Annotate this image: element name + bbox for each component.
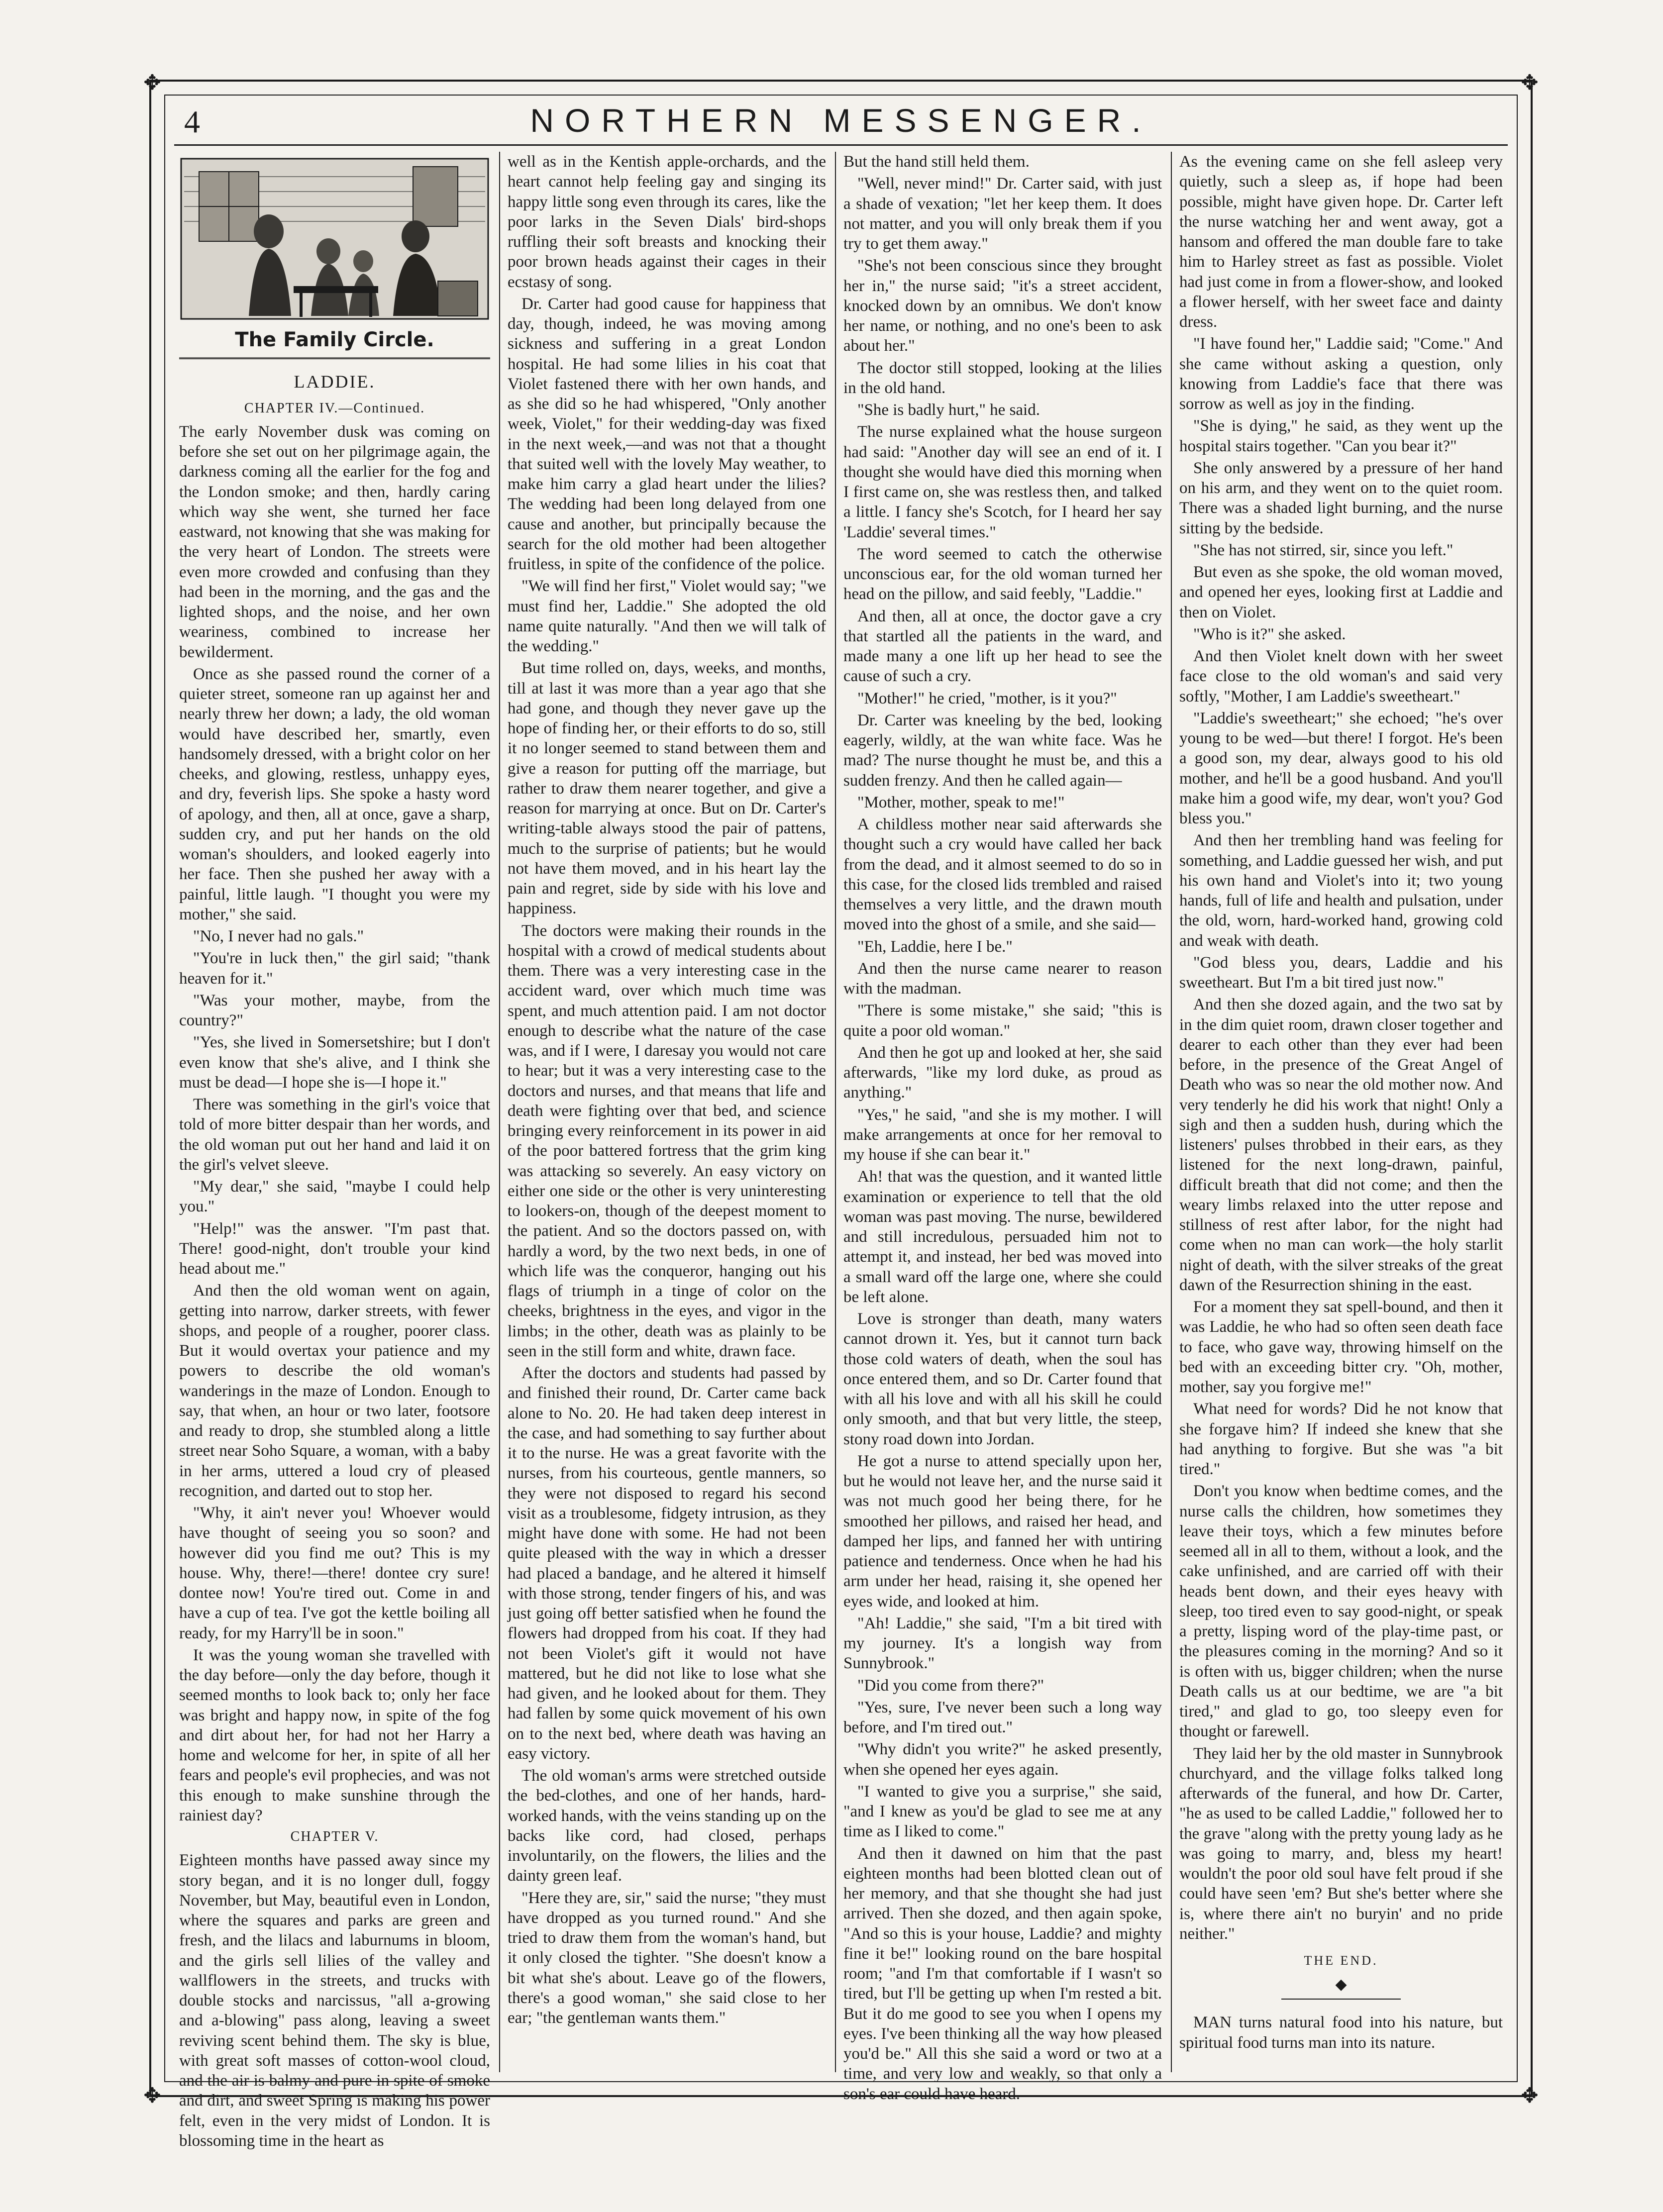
paragraph: There was something in the girl's voice that told of more bitter despair than her words, and the old woman put out her hand and laid it on the girl's velvet sleeve. bbox=[179, 1096, 490, 1174]
epigram: MAN turns natural food into his nature, but spiritual food turns man into its nature. bbox=[1179, 2013, 1503, 2052]
paragraph: "She has not stirred, sir, since you left." bbox=[1193, 541, 1454, 559]
paragraph: And then the old woman went on again, getting into narrow, darker streets, with fewer shops, and people of a rougher, poorer class. But it would overtax your patience and my powers to describe the old woman's wanderings in the maze of London. Enough to say, that when, an hour or two later, footsore and ready to drop, she stumbled along a little street near Soho Square, a woman, with a baby in her arms, uttered a loud cry of pleased recognition, and darted out to stop her. bbox=[179, 1282, 490, 1500]
paragraph: Once as she passed round the corner of a quieter street, someone ran up against her and nearly threw her down; a lady, the old woman would have described her, smartly, even handsomely dressed, with a bright color on her cheeks, and glowing, restless, unhappy eyes, and dry, feverish lips. She spoke a hasty word of apology, and then, all at once, gave a sharp, sudden cry, and put her hands on the old woman's shoulders, and looked eagerly into her face. Then she pushed her away with a painful, little laugh. "I thought you were my mother," she said. bbox=[179, 665, 490, 923]
paragraph: "My dear," she said, "maybe I could help you." bbox=[179, 1178, 490, 1216]
corner-ornament-icon: ✥ bbox=[1521, 70, 1539, 95]
masthead bbox=[174, 100, 1508, 146]
paragraph: But the hand still held them. bbox=[843, 153, 1030, 171]
paragraph: The doctor still stopped, looking at the lilies in the old hand. bbox=[843, 359, 1162, 397]
paragraph: "Yes, she lived in Somersetshire; but I don't even know that she's alive, and I think she must be dead—I hope she is—I hope it." bbox=[179, 1033, 490, 1092]
paragraph: The word seemed to catch the otherwise unconscious ear, for the old woman turned her head on the pillow, and said feebly, "Laddie." bbox=[843, 545, 1162, 603]
paragraph: It was the young woman she travelled with the day before—only the day before, though it seemed months to look back to; only her face was bright and happy now, in spite of the fog and dirt about her, for had not her Harry a home and welcome for her, in spite of all her fears and people's evil prophecies, and was not this enough to make sunshine through the rainiest day? bbox=[179, 1646, 490, 1824]
column-divider bbox=[835, 152, 836, 2072]
paragraph: "Help!" was the answer. "I'm past that. There! good-night, don't trouble your kind head about me." bbox=[179, 1219, 490, 1278]
paragraph: She only answered by a pressure of her hand on his arm, and they went on to the quiet room. There was a shaded light burning, and the nurse sitting by the bedside. bbox=[1179, 459, 1503, 537]
paragraph: And then it dawned on him that the past eighteen months had been blotted clean out of her memory, and that she thought she had just arrived. Then she dozed, and then again spoke, "And so this is your house, Laddie? and mighty fine it be!" looking round on the bare hospital room; "and I'm that comfortable if I wasn't so tired, but I'll be getting up when I'm rested a bit. But it do me good to see you when I opens my eyes. I've been thinking all the way how pleased you'd be." All this she said a word or two at a time, and very low and weakly, so that only a son's ear could have heard. bbox=[843, 1844, 1162, 2103]
paragraph: And then, all at once, the doctor gave a cry that startled all the patients in the ward, and made many a one lift up her head to see the cause of such a cry. bbox=[843, 607, 1162, 686]
paragraph: They laid her by the old master in Sunnybrook churchyard, and the village folks talked long afterwards of the funeral, and how Dr. Carter, "he as used to be called Laddie," followed her to the grave "along with the pretty young lady as he was going to marry, and, bless my heart! wouldn't the poor old soul have felt proud if she could have seen 'em? But she's better where she is, where there ain't no buryin' and no pride neither." bbox=[1179, 1744, 1503, 1943]
short-rule bbox=[1281, 1999, 1401, 2000]
divider-ornament-icon: ◆ bbox=[1335, 1976, 1347, 1993]
paragraph: "Laddie's sweetheart;" she echoed; "he's over young to be wed—but there! I forgot. He's been a good son, my dear, always good to his old mother, and he'll be a good husband. And you'll make him a good wife, my dear, won't you? God bless you." bbox=[1179, 709, 1503, 827]
paragraph: The early November dusk was coming on before she set out on her pilgrimage again, the darkness coming all the earlier for the fog and the London smoke; and then, hardly caring which way she went, she turned her face eastward, not knowing that she was making for the very heart of London. The streets were even more crowded and confusing than they had been in the morning, and the gas and the lighted shops, and the noise, and her own weariness, combined to increase her bewilderment. bbox=[179, 422, 490, 661]
paragraph: "She is dying," he said, as they went up the hospital stairs together. "Can you bear it?" bbox=[1179, 417, 1503, 455]
paragraph: "Was your mother, maybe, from the country?" bbox=[179, 991, 490, 1030]
paragraph: "We will find her first," Violet would say; "we must find her, Laddie." She adopted the old name quite naturally. "And then we will talk of the wedding." bbox=[508, 577, 826, 655]
corner-ornament-icon: ✥ bbox=[143, 2083, 161, 2108]
end-mark: THE END. bbox=[1304, 1953, 1378, 1968]
paragraph: "I wanted to give you a surprise," she said, "and I knew as you'd be glad to see me at any time as I liked to come." bbox=[843, 1782, 1162, 1841]
corner-ornament-icon: ✥ bbox=[1521, 2083, 1539, 2108]
paragraph: But even as she spoke, the old woman moved, and opened her eyes, looking first at Laddie and then on Violet. bbox=[1179, 563, 1503, 621]
paragraph: Don't you know when bedtime comes, and the nurse calls the children, how sometimes they leave their toys, which a few minutes before seemed all in all to them, without a look, and the cake unfinished, and are carried off with their heads bent down, and their eyes heavy with sleep, too tired even to say good-night, or speak a pretty, lisping word of the play-time past, or the pleasures coming in the morning? And so it is often with us, bigger children; when the nurse Death calls us at our bedtime, we are "a bit tired," and glad to go, too sleepy even for thought or farewell. bbox=[1179, 1482, 1503, 1741]
paragraph: A childless mother near said afterwards she thought such a cry would have called her back from the dead, and it almost seemed to do so in this case, for the closed lids trembled and raised themselves a very little, and the drawn mouth moved into the ghost of a smile, and she said— bbox=[843, 815, 1162, 934]
paragraph: And then her trembling hand was feeling for something, and Laddie guessed her wish, and put his own hand and Violet's into it; two young hands, full of life and health and pulsation, under the old, worn, hard-worked hand, growing cold and weak with death. bbox=[1179, 831, 1503, 950]
paragraph: And then Violet knelt down with her sweet face close to the old woman's and said very softly, "Mother, I am Laddie's sweetheart." bbox=[1179, 647, 1503, 705]
paragraph: "She's not been conscious since they brought her in," the nurse said; "it's a street accident, knocked down by an omnibus. We don't know her name, or nothing, and no one's been to ask about her." bbox=[843, 257, 1162, 355]
paragraph: well as in the Kentish apple-orchards, and the heart cannot help feeling gay and singing its happy little song even through its cares, like the poor larks in the Seven Dials' bird-shops ruffling their soft breasts and knocking their poor brown heads against their cages in their ecstasy of song. bbox=[508, 153, 826, 291]
column-1 bbox=[179, 152, 490, 2150]
paragraph: "I have found her," Laddie said; "Come." And she came without asking a question, only knowing from Laddie's face that there was sorrow as well as joy in the finding. bbox=[1179, 335, 1503, 413]
paragraph: "Eh, Laddie, here I be." bbox=[857, 937, 1013, 956]
section-title: The Family Circle. bbox=[235, 328, 434, 351]
paragraph: After the doctors and students had passed by and finished their round, Dr. Carter came back alone to No. 20. He had taken deep interest in the case, and had something to say further about it to the nurse. He was a great favorite with the nurses, from his courteous, gentle manners, so they were not disposed to regard his second visit as a troublesome, fidgety intrusion, as they might have done with some. He had not been quite pleased with the way in which a dresser had placed a bandage, and he altered it himself with those strong, tender fingers of his, and was just going off better satisfied when he found the flowers had dropped from his coat. If they had not been Violet's gift it would not have mattered, but he did not like to lose what she had given, and he looked about for them. They had fallen by some quick movement of his own on to the next bed, where death was having an easy victory. bbox=[508, 1364, 826, 1763]
paragraph: Eighteen months have passed away since my story began, and it is no longer dull, foggy November, but May, beautiful even in London, where the squares and parks are green and fresh, and the lilacs and laburnums in bloom, and the girls sell lilies of the valley and wallflowers in the streets, and trucks with double stocks and narcissus, "all a-growing and a-blowing" pass along, leaving a sweet reviving scent behind them. The sky is blue, with great soft masses of cotton-wool cloud, and the air is balmy and pure in spite of smoke and dirt, and sweet Spring is making his power felt, even in the very midst of London. It is blossoming time in the heart as bbox=[179, 1851, 490, 2150]
paragraph: "Mother, mother, speak to me!" bbox=[857, 793, 1065, 811]
paragraph: "God bless you, dears, Laddie and his sweetheart. But I'm a bit tired just now." bbox=[1179, 953, 1503, 992]
paragraph: "Why, it ain't never you! Whoever would have thought of seeing you so soon? and however did you find me out? This is my house. Why, there!—there! dontee cry sure! dontee now! You're tired out. Come in and have a cup of tea. I've got the kettle boiling all ready, for my Harry'll be in soon." bbox=[179, 1504, 490, 1642]
section-rule bbox=[179, 357, 490, 359]
column-divider bbox=[1171, 152, 1172, 2072]
paragraph: Dr. Carter was kneeling by the bed, looking eagerly, wildly, at the wan white face. Was he mad? The nurse thought he must be, and this a sudden frenzy. And then he called again— bbox=[843, 711, 1162, 790]
paragraph: "Ah! Laddie," she said, "I'm a bit tired with my journey. It's a longish way from Sunnybrook." bbox=[843, 1614, 1162, 1673]
paragraph: And then he got up and looked at her, she said afterwards, "like my lord duke, as proud as anything." bbox=[843, 1043, 1162, 1102]
corner-ornament-icon: ✥ bbox=[143, 70, 161, 95]
masthead-title: NORTHERN MESSENGER. bbox=[530, 102, 1152, 139]
page-number: 4 bbox=[184, 104, 200, 139]
chapter-heading: CHAPTER V. bbox=[290, 1829, 379, 1845]
paragraph: The old woman's arms were stretched outside the bed-clothes, and one of her hands, hard-worked hands, with the veins standing up on the backs like cord, had closed, perhaps involuntarily, on the flowers, the lilies and the dainty green leaf. bbox=[508, 1767, 826, 1885]
paragraph: Ah! that was the question, and it wanted little examination or experience to tell that the old woman was past moving. The nurse, bewildered and still incredulous, persuaded him not to attempt it, and instead, her bed was moved into a small ward off the large one, where she could be left alone. bbox=[843, 1168, 1162, 1306]
paragraph: "Who is it?" she asked. bbox=[1193, 625, 1346, 643]
paragraph: "Yes, sure, I've never been such a long way before, and I'm tired out." bbox=[843, 1698, 1162, 1736]
paragraph: The doctors were making their rounds in the hospital with a crowd of medical students about them. There was a very interesting case in the accident ward, over which much time was spent, and much attention paid. I am not doctor enough to describe what the nature of the case was, and if I were, I daresay you would not care to hear; but it was a very interesting case to the doctors and nurses, and that means that life and death were fighting over that bed, and science bringing every reinforcement in its power in aid of the poor battered fortress that the grim king was attacking so severely. An easy victory on either one side or the other is very uninteresting to lookers-on, though of the deepest moment to the patient. And so the doctors passed on, with hardly a word, by the two next beds, in one of which life was the conqueror, hanging out his flags of triumph in a tinge of color on the cheeks, brightness in the eyes, and vigor in the limbs; in the other, death was as plainly to be seen in the still form and white, drawn face. bbox=[508, 921, 826, 1360]
paragraph: "Here they are, sir," said the nurse; "they must have dropped as you turned round." And she tried to draw them from the woman's hand, but it only closed the tighter. "She doesn't know a bit what she's about. Leave go of the flowers, there's a good woman," she said close to her ear; "the gentleman wants them." bbox=[508, 1889, 826, 2027]
paragraph: But time rolled on, days, weeks, and months, till at last it was more than a year ago that she had gone, and though they never gave up the hope of finding her, or their efforts to do so, still it no longer seemed to stand between them and give a reason for putting off the marriage, but rather to draw them nearer together, and give a reason for marrying at once. But on Dr. Carter's writing-table always stood the pair of pattens, much to the surprise of patients; but he would not have them moved, and in his heart lay the pain and regret, side by side with his love and happiness. bbox=[508, 659, 826, 918]
column-4 bbox=[1179, 152, 1503, 2077]
paragraph: "No, I never had no gals." bbox=[193, 927, 364, 946]
paragraph: "Why didn't you write?" he asked presently, when she opened her eyes again. bbox=[843, 1740, 1162, 1779]
paragraph: And then she dozed again, and the two sat by in the dim quiet room, drawn closer together and dearer to each other than they ever had been before, in the presence of the Great Angel of Death who was so near the old mother now. And very tenderly he did his work that night! Only a sigh and then a sudden hush, during which the listeners' pulses throbbed in their ears, as they listened for the next long-drawn, painful, difficult breath that did not come; and then the weary limbs relaxed into the utter repose and stillness of rest after labor, for the night had come when no man can work—the holy starlit night of death, with the silver streaks of the great dawn of the Resurrection shining in the east. bbox=[1179, 996, 1503, 1294]
paragraph: "Well, never mind!" Dr. Carter said, with just a shade of vexation; "let her keep them. It does not matter, and you will only break them if you try to get them away." bbox=[843, 175, 1162, 253]
chapter-heading: CHAPTER IV.—Continued. bbox=[244, 400, 425, 416]
paragraph: "Yes," he said, "and she is my mother. I will make arrangements at once for her removal to my house if she can bear it." bbox=[843, 1106, 1162, 1164]
paragraph: As the evening came on she fell asleep very quietly, such a sleep as, if hope had been possible, might have given hope. Dr. Carter left the nurse watching her and went away, got a hansom and offered the man double fare to take him to Harley street as fast as possible. Violet had just come in from a flower-show, and looked a flower herself, with her sweet face and dainty dress. bbox=[1179, 153, 1503, 331]
paragraph: He got a nurse to attend specially upon her, but he would not leave her, and the nurse said it was not much good her being there, for he smoothed her pillows, and raised her head, and damped her lips, and fanned her with untiring patience and tenderness. Once when he had his arm under her head, raising it, she opened her eyes wide, and looked at him. bbox=[843, 1452, 1162, 1610]
paragraph: For a moment they sat spell-bound, and then it was Laddie, he who had so often seen death face to face, who gave way, throwing himself on the bed with an exceeding bitter cry. "Oh, mother, mother, say you forgive me!" bbox=[1179, 1298, 1503, 1396]
column-3 bbox=[843, 152, 1162, 2103]
column-divider bbox=[499, 152, 500, 2072]
paragraph: What need for words? Did he not know that she forgave him? If indeed she knew that she had anything to forgive. But she was "a bit tired." bbox=[1179, 1400, 1503, 1478]
paragraph: "There is some mistake," she said; "this is quite a poor old woman." bbox=[843, 1002, 1162, 1040]
story-title: LADDIE. bbox=[294, 371, 376, 392]
paragraph: The nurse explained what the house surgeon had said: "Another day will see an end of it. I thought she would have died this morning when I first came on, she was restless then, and talked a little. I fancy she's Scotch, for I heard her say 'Laddie' several times." bbox=[843, 423, 1162, 541]
column-2 bbox=[508, 152, 826, 2077]
family-reading-illustration bbox=[179, 157, 490, 321]
paragraph: "Did you come from there?" bbox=[857, 1676, 1044, 1695]
paragraph: "You're in luck then," the girl said; "thank heaven for it." bbox=[179, 949, 490, 988]
paragraph: And then the nurse came nearer to reason with the madman. bbox=[843, 959, 1162, 998]
paragraph: "Mother!" he cried, "mother, is it you?" bbox=[857, 689, 1117, 707]
paragraph: Love is stronger than death, many waters cannot drown it. Yes, but it cannot turn back those cold waters of death, when the soul has once entered them, and so Dr. Carter found that with all his love and with all his skill he could only smooth, and that but very little, the steep, stony road down into Jordan. bbox=[843, 1310, 1162, 1448]
paragraph: "She is badly hurt," he said. bbox=[857, 401, 1040, 419]
paragraph: Dr. Carter had good cause for happiness that day, though, indeed, he was moving among sickness and suffering in a great London hospital. He had some lilies in his coat that Violet fastened there with her own hands, and as she did so he had whispered, "Only another week, Violet," for their wedding-day was fixed in the next week,—and was not that a thought that suited well with the lovely May weather, to make him carry a glad heart under the lilies? The wedding had been long delayed from one cause and another, but principally because the search for the old mother had been altogether fruitless, in spite of the confidence of the police. bbox=[508, 295, 826, 573]
